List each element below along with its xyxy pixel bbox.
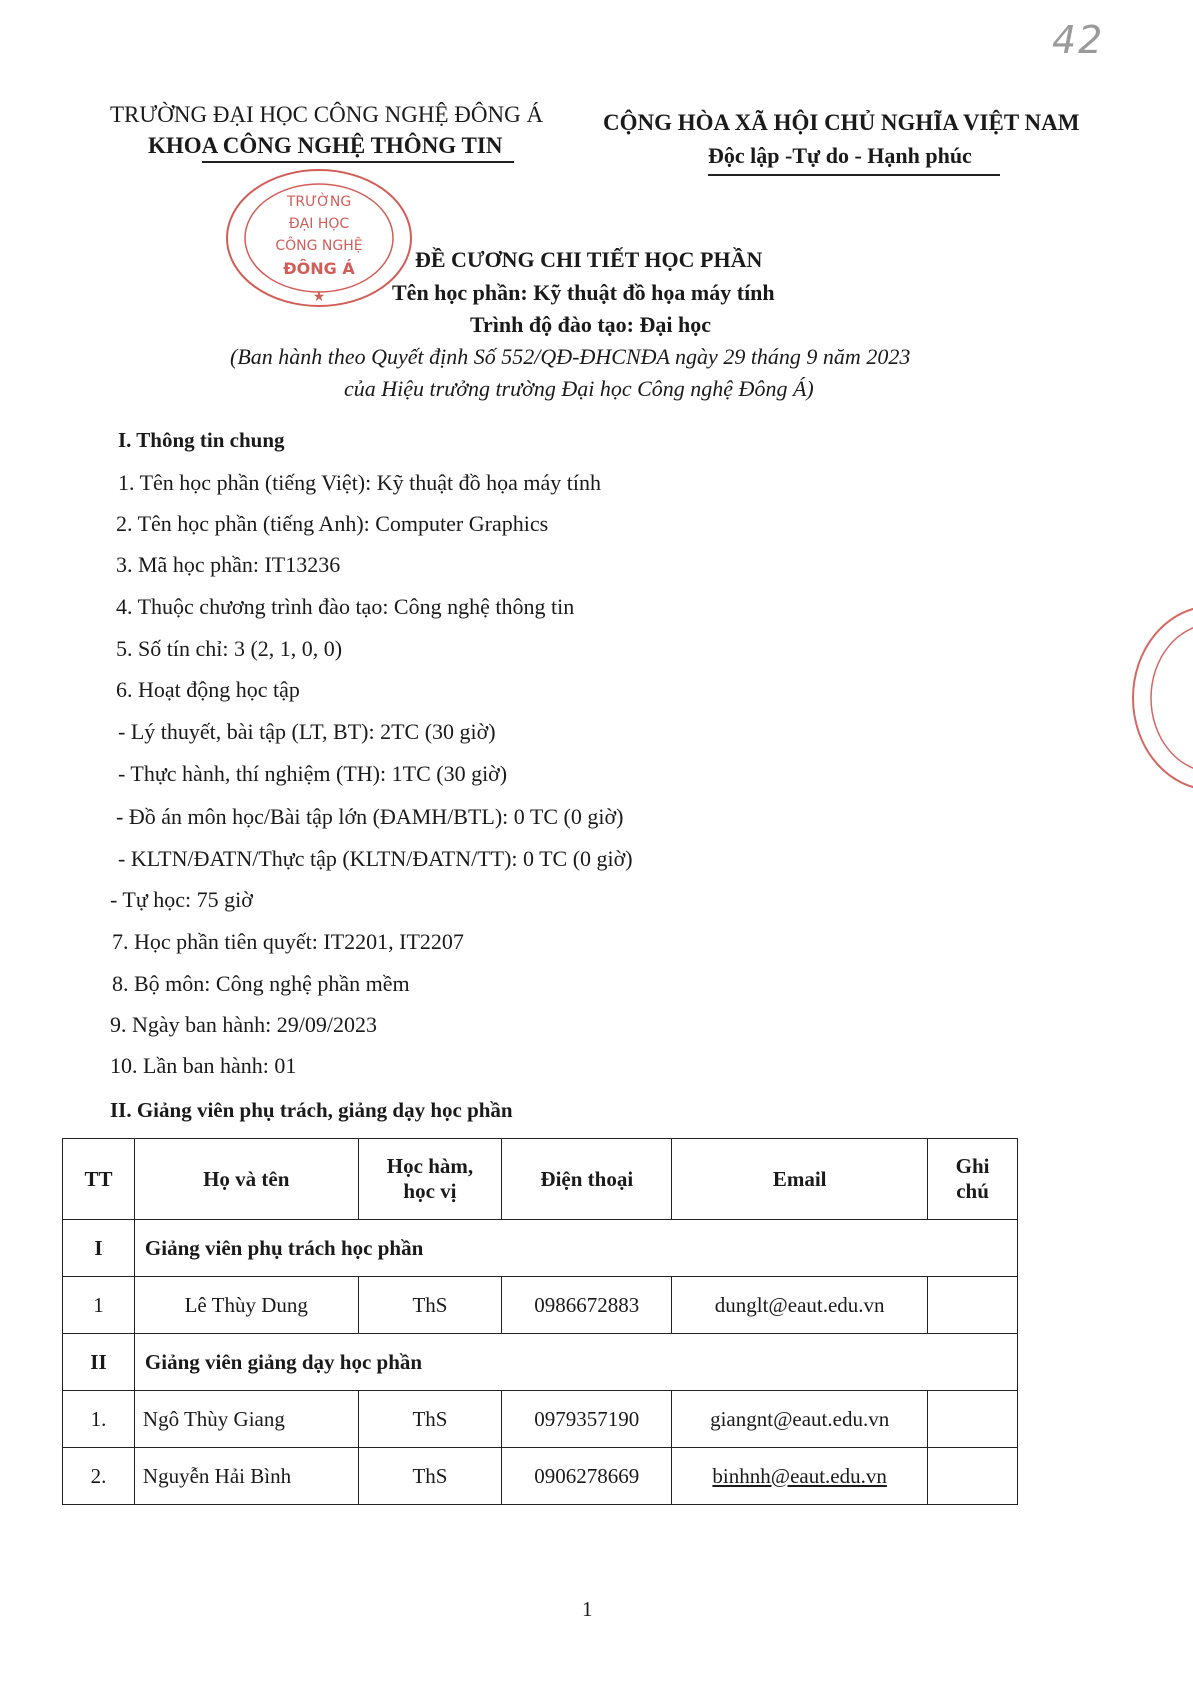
info-item: - KLTN/ĐATN/Thực tập (KLTN/ĐATN/TT): 0 TC (0 giờ) [118,846,633,871]
stamp-line-3: CÔNG NGHỆ [275,238,363,254]
cell-tt: 2. [63,1448,135,1505]
national-motto: Độc lập -Tự do - Hạnh phúc [708,143,972,168]
col-note-line2: chú [956,1179,989,1203]
cell-name: Ngô Thùy Giang [134,1391,358,1448]
info-item: - Đồ án môn học/Bài tập lớn (ĐAMH/BTL): 0 TC (0 giờ) [116,804,624,829]
cell-note [928,1391,1018,1448]
stamp-line-4: ĐÔNG Á [283,259,355,278]
col-degree [358,1139,502,1220]
col-note-line1: Ghi [955,1154,990,1178]
info-item: 2. Tên học phần (tiếng Anh): Computer Graphics [116,511,549,536]
training-level: Trình độ đào tạo: Đại học [470,312,712,337]
col-name: Họ và tên [134,1139,358,1220]
group-tt: I [63,1220,135,1277]
stamp-line-1: TRƯỜNG [286,194,352,210]
svg-text:★: ★ [312,289,326,305]
cell-email-link[interactable]: binhnh@eaut.edu.vn [672,1448,928,1505]
decree-line-1: (Ban hành theo Quyết định Số 552/QĐ-ĐHCNĐA ngày 29 tháng 9 năm 2023 [230,344,911,369]
col-degree-line1: Học hàm, [386,1154,474,1178]
col-email: Email [672,1139,928,1220]
info-item: 6. Hoạt động học tập [116,677,300,702]
table-row [63,1277,1018,1334]
partial-stamp-edge [1123,598,1193,798]
cell-phone: 0906278669 [502,1448,672,1505]
table-header-row [63,1139,1018,1220]
info-item: - Tự học: 75 giờ [110,887,253,912]
cell-email: giangnt@eaut.edu.vn [672,1391,928,1448]
cell-phone: 0979357190 [502,1391,672,1448]
info-item: 5. Số tín chỉ: 3 (2, 1, 0, 0) [116,636,343,661]
group-tt: II [63,1334,135,1391]
section-lecturers-heading: II. Giảng viên phụ trách, giảng dạy học phần [110,1098,513,1122]
university-name: TRƯỜNG ĐẠI HỌC CÔNG NGHỆ ĐÔNG Á [110,102,544,127]
cell-note [928,1448,1018,1505]
info-item: 7. Học phần tiên quyết: IT2201, IT2207 [112,929,464,954]
info-item: - Lý thuyết, bài tập (LT, BT): 2TC (30 giờ) [118,719,496,744]
info-item: 9. Ngày ban hành: 29/09/2023 [110,1012,378,1037]
official-stamp [224,166,414,316]
col-phone: Điện thoại [502,1139,672,1220]
country-name: CỘNG HÒA XÃ HỘI CHỦ NGHĨA VIỆT NAM [603,110,1080,135]
group-row-teaching [63,1334,1018,1391]
decree-line-2: của Hiệu trưởng trường Đại học Công nghệ Đông Á) [344,376,814,401]
lecturers-table [62,1138,1018,1505]
faculty-name: KHOA CÔNG NGHỆ THÔNG TIN [148,133,503,158]
stamp-line-2: ĐẠI HỌC [288,216,350,232]
cell-name: Lê Thùy Dung [134,1277,358,1334]
table-row [63,1448,1018,1505]
group-label: Giảng viên phụ trách học phần [134,1220,1017,1277]
cell-phone: 0986672883 [502,1277,672,1334]
cell-tt: 1. [63,1391,135,1448]
cell-degree: ThS [358,1277,502,1334]
col-degree-line2: học vị [403,1179,457,1203]
faculty-underline [202,161,514,163]
cell-email: dunglt@eaut.edu.vn [672,1277,928,1334]
cell-name: Nguyễn Hải Bình [134,1448,358,1505]
document-title: ĐỀ CƯƠNG CHI TIẾT HỌC PHẦN [415,247,763,272]
group-row-responsible [63,1220,1018,1277]
group-label: Giảng viên giảng dạy học phần [134,1334,1017,1391]
col-tt: TT [63,1139,135,1220]
info-item: 4. Thuộc chương trình đào tạo: Công nghệ thông tin [116,594,575,619]
section-general-info-heading: I. Thông tin chung [118,428,285,452]
info-item: 10. Lần ban hành: 01 [110,1053,297,1078]
handwritten-page-marker: 42 [1052,18,1105,62]
page-number: 1 [582,1597,593,1621]
info-item: 8. Bộ môn: Công nghệ phần mềm [112,971,410,996]
info-item: 1. Tên học phần (tiếng Việt): Kỹ thuật đồ họa máy tính [118,470,601,495]
cell-note [928,1277,1018,1334]
cell-tt: 1 [63,1277,135,1334]
info-item: 3. Mã học phần: IT13236 [116,552,341,577]
motto-underline [708,174,1000,176]
col-note [928,1139,1018,1220]
course-name-title: Tên học phần: Kỹ thuật đồ họa máy tính [392,280,775,305]
cell-degree: ThS [358,1448,502,1505]
table-row [63,1391,1018,1448]
cell-degree: ThS [358,1391,502,1448]
info-item: - Thực hành, thí nghiệm (TH): 1TC (30 giờ) [118,761,508,786]
